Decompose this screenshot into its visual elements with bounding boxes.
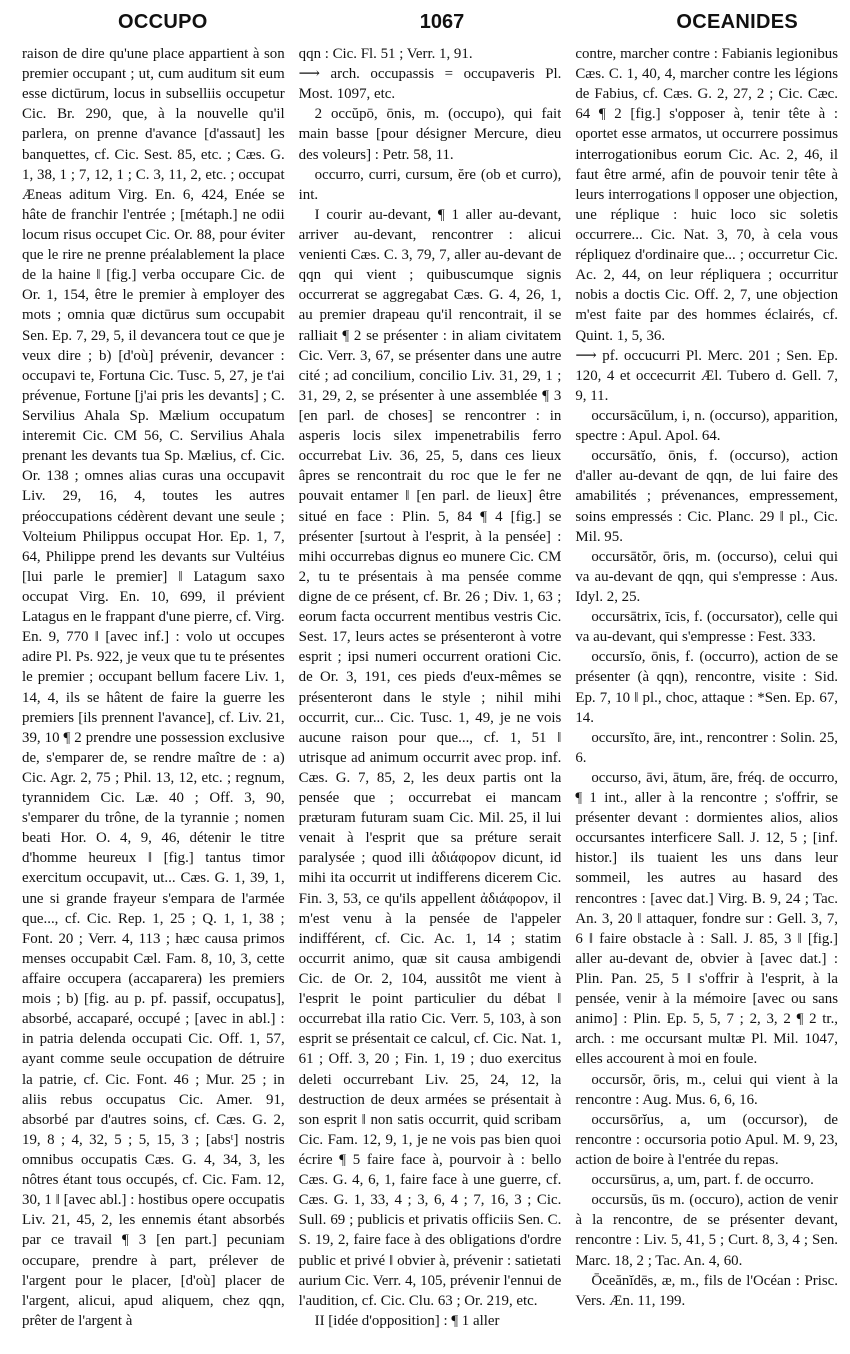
text-columns — [22, 44, 838, 1344]
dictionary-entry: occursĭto, āre, int., rencontrer : Solin. 25, 6. — [575, 729, 839, 766]
entry-text: qqn : Cic. Fl. 51 ; Verr. 1, 91. — [298, 46, 473, 62]
dictionary-entry: occursātrix, īcis, f. (occursator), celle qui va au-devant, qui s'empresse : Fest. 333. — [575, 609, 839, 646]
left-guide-word: OCCUPO — [118, 10, 208, 33]
entry-text: ⟶ pf. occucurri Pl. Merc. 201 ; Sen. Ep. 120, 4 et occecurrit Æl. Tubero d. Gell. 7, 9, 11. — [575, 347, 839, 404]
dictionary-entry: occursācŭlum, i, n. (occurso), apparition, spectre : Apul. Apol. 64. — [575, 407, 839, 445]
dictionary-entry: occursātŏr, ōris, m. (occurso), celui qui va au-devant de qqn, qui s'empresse : Aus. Idyl. 2, 25. — [575, 548, 839, 605]
entry-text: ⟶ arch. occupassis = occupaveris Pl. Most. 1097, etc. — [298, 66, 562, 103]
dictionary-entry: II [idée d'opposition] : ¶ 1 aller — [314, 1312, 500, 1329]
column-right — [575, 44, 838, 1344]
dictionary-entry: I courir au-devant, ¶ 1 aller au-devant, arriver au-devant, rencontrer : alicui venienti Cæs. C. 3, 79, 7, aller au-devant de qqn qui vient ; quibuscumque signis occurrerat se aggregabat Cæs. G. 4, 26, 1, au premier drapeau qu'il rencontrait, il se ralliait ¶ 2 se présenter : in aliam civitatem Cic. Verr. 3, 67, se présenter dans une autre cité ; ad concilium, concilio Liv. 31, 29, 1 ; 31, 29, 2, se présenter à une assemblée ¶ 3 [en parl. de choses] se rencontrer : in asperis locis silex impenetrabilis ferro occurrebat Liv. 36, 25, 5, dans ces lieux âpres se rencontrait du roc que le fer ne pouvait entamer ‖ [en parl. de lieux] être situé en face : Plin. 5, 84 ¶ 4 [fig.] se présenter [surtout à l'esprit, à la pensée] : mihi occurrebas dignus eo munere Cic. CM 2, tu te présentais à ma pensée comme digne de ce présent, cf. Br. 26 ; Div. 1, 63 ; eorum facta occurrent mentibus vestris Cic. Sest. 17, leurs actes se présenteront à votre esprit ; ipsi numeri occurrent orationi Cic. de Or. 3, 191, ces pieds d'eux-mêmes se présenteront dans le style ; nihil mihi occurrit, cur... Cic. Tusc. 1, 49, je ne vois aucune raison pour que..., cf. 1, 51 ‖ utrisque ad animum occurrit avec prop. inf. Cæs. G. 7, 85, 2, les deux partis ont la pensée que ; occurrebat ei mancam præturam futuram suam Cic. Mil. 25, il lui venait à l'esprit que sa préture serait paralysée ; quod illi ἀδιάφορον dicunt, id mihi ita occurrit ut indifferens dicerem Cic. Fin. 3, 53, ce qu'ils appellent ἀδιάφορον, il m'est venu à la pensée de l'appeler indifférent, cf. Cic. Ac. 1, 14 ; statim occurrit animo, quæ sit causa ambigendi Cic. de Or. 2, 104, aussitôt me vient à l'esprit le point particulier du débat ‖ occurrebat illa ratio Cic. Verr. 5, 103, à son esprit se présentait ce calcul, cf. Cic. Nat. 1, 61 ; Off. 3, 20 ; Fin. 1, 19 ; duo exercitus deleti occurrebant Liv. 25, 24, 12, la destruction de deux armées se présentait à son esprit ‖ non satis occurrit, quid scribam Cic. Fam. 12, 9, 1, je ne vois pas bien quoi écrire ¶ 5 faire face à, pourvoir à : bello Cæs. G. 4, 6, 1, faire face à une guerre, cf. Cæs. G. 1, 33, 4 ; 3, 6, 4 ; 7, 16, 3 ; Cic. Sull. 69 ; publicis et privatis officiis Sen. C. S. 19, 2, faire face à des obligations d'ordre public et privé ‖ obvier à, prévenir : satietati aurium Cic. Verr. 4, 105, prévenir l'ennui de l'audition, cf. Cic. Clu. 63 ; Or. 219, etc. — [298, 206, 562, 1309]
dictionary-entry: occurro, curri, cursum, ĕre (ob et curro), int. — [298, 166, 562, 203]
dictionary-entry: occurso, āvi, ātum, āre, fréq. de occurro, ¶ 1 int., aller à la rencontre ; s'offrir, se présenter devant : dormientes alios, alios occursantes interficere Sall. J. 12, 5 ; [inf. histor.] ils tuaient les uns dans leur sommeil, les autres au hasard des rencontres : [avec dat.] Virg. B. 9, 24 ; Tac. An. 3, 20 ‖ attaquer, fondre sur : Gell. 3, 7, 6 ‖ faire obstacle à : Sall. J. 85, 3 ‖ [fig.] aller au-devant de, obvier à [avec dat.] : Plin. Pan. 25, 5 ‖ s'offrir à l'esprit, à la pensée, venir à la mémoire [avec ou sans animo] : Plin. Ep. 5, 5, 7 ; 2, 3, 2 ¶ 2 tr., arch. : me occursant multæ Pl. Mil. 1047, elles accourent à moi en foule. — [575, 769, 839, 1068]
page-number: 1067 — [419, 10, 465, 33]
right-guide-word: OCEANIDES — [676, 10, 798, 33]
running-header — [22, 0, 838, 44]
column-middle — [299, 44, 562, 1344]
entry-text: contre, marcher contre : Fabianis legionibus Cæs. C. 1, 40, 4, marcher contre les légions de Fabius, cf. Cæs. G. 2, 27, 2 ; Cic. Cæc. 64 ¶ 2 [fig.] s'opposer à, tenir tête à : oportet esse armatos, ut occurrere possimus interrogationibus eorum Cic. Ac. 2, 46, il faut être armé, afin de pouvoir tenir tête à leurs interrogations ‖ opposer une objection, une réplique : huic loco sic soletis occurrere... Cic. Nat. 3, 70, à cela vous répliquez d'ordinaire que... ; occurretur Cic. Ac. 2, 44, on leur répliquera ; occurritur nobis a doctis Cic. Off. 2, 7, une objection m'est faite par des hommes éclairés, cf. Quint. 1, 5, 36. — [575, 46, 839, 344]
entry-text: raison de dire qu'une place appartient à son premier occupant ; ut, cum auditum sit eum esse dictūrum, locus in subselliis occupetur Cic. Br. 290, que, à la nouvelle qu'il parlera, on prenne d'avance [d'assaut] les banquettes, cf. Cic. Sest. 85, etc. ; Cæs. G. 1, 38, 1 ; 7, 12, 1 ; C. 3, 11, 2, etc. ; occupat Æneas aditum Virg. En. 6, 424, Enée se hâte de franchir l'entrée ; [métaph.] ne odii locum risus occupet Cic. Or. 88, pour éviter que le rire ne prenne préalablement la place de la haine ‖ [fig.] verba occupare Cic. de Or. 1, 154, être le premier à employer des mots ; omnia quæ dictūrus sum occupabit Sen. Ep. 7, 29, 5, il devancera tout ce que je veux dire ; b) [d'où] prévenir, devancer : occupavi te, Fortuna Cic. Tusc. 5, 27, je t'ai prévenue, Fortune [j'ai pris les devants] ; C. Servilius Ahala Sp. Mælium occupatum interemit Cic. CM 56, C. Servilius Ahala prenant les devants tua Sp. Mælius, cf. Cic. Or. 138 ; omnes alias curas una occupavit Liv. 29, 16, 4, toutes les autres préoccupations cédèrent devant une seule ; Volteium Philippus occupat Hor. Ep. 1, 7, 64, Philippe prend les devants sur Vultéius [lui parle le premier] ‖ Latagum saxo occupat Virg. En. 10, 699, il prévient Latagus en le frappant d'une pierre, cf. Virg. En. 9, 770 ‖ [avec inf.] : volo ut occupes adire Pl. Ps. 922, je veux que tu te présentes le premier ; occupant bellum facere Liv. 1, 14, 4, ils se hâtent de faire la guerre les premiers [ils prennent l'avance], cf. Liv. 21, 39, 10 ¶ 2 prendre une possession exclusive de, s'emparer de, se rendre maître de : a) Cic. Agr. 2, 75 ; Phil. 13, 12, etc. ; regnum, tyrannidem Cic. Læ. 40 ; Off. 3, 90, s'emparer du trône, de la tyrannie ; nomen beati Hor. O. 4, 9, 46, détenir le titre d'homme heureux ‖ [fig.] tantus timor exercitum occupavit, ut... Cæs. G. 1, 39, 1, une si grande frayeur s'empara de l'armée que..., cf. Cic. Rep. 1, 25 ; Q. 1, 1, 38 ; Font. 20 ; Verr. 4, 113 ; hæc causa primos menses occupabit Cæl. Fam. 8, 10, 3, cette affaire occupera (accaparera) les premiers mois ; b) [fig. au p. pf. passif, occupatus], absorbé, accaparé, occupé ; [avec in abl.] : in patria delenda occupati Cic. Off. 1, 57, ayant comme seule occupation de détruire la patrie, cf. Cic. Font. 46 ; Mur. 25 ; in aliis rebus occupatus Cic. Amer. 91, absorbé par d'autres soins, cf. Cæs. G. 2, 19, 8 ; 4, 32, 5 ; 5, 15, 3 ; [absᵗ] nostris omnibus occupatis Cæs. G. 4, 34, 3, les nôtres étant tous occupés, cf. Cic. Fam. 12, 30, 1 ‖ [avec abl.] : hostibus opere occupatis Liv. 21, 45, 2, les ennemis étant absorbés par ce travail ¶ 3 [en part.] pecuniam occupare, prendre à part, prélever de l'argent pour le placer, [d'où] placer de l'argent, alicui, apud aliquem, chez qqn, prêter de l'argent à — [22, 46, 285, 1329]
dictionary-entry: occursātĭo, ōnis, f. (occurso), action d'aller au-devant de qqn, de lui faire des amabilités ; prévenances, empressement, soins empressés : Cic. Planc. 29 ‖ pl., Cic. Mil. 95. — [575, 448, 839, 545]
dictionary-entry: Ōceănĭdēs, æ, m., fils de l'Océan : Prisc. Vers. Æn. 11, 199. — [575, 1272, 839, 1309]
column-left — [22, 44, 285, 1344]
dictionary-entry: occursŏr, ōris, m., celui qui vient à la rencontre : Aug. Mus. 6, 6, 16. — [575, 1071, 839, 1108]
dictionary-entry: occursūrus, a, um, part. f. de occurro. — [591, 1172, 814, 1189]
dictionary-entry: occursŭs, ūs m. (occuro), action de venir à la rencontre, de se présenter devant, rencontre : Liv. 5, 41, 5 ; Curt. 8, 3, 4 ; Sen. Marc. 18, 2 ; Tac. An. 4, 60. — [575, 1192, 839, 1269]
dictionary-entry: occursōrĭus, a, um (occursor), de rencontre : occursoria potio Apul. M. 9, 23, action de boire à l'entrée du repas. — [575, 1111, 839, 1169]
dictionary-entry: 2 occŭpō, ōnis, m. (occupo), qui fait main basse [pour désigner Mercure, dieu des voleurs] : Petr. 58, 11. — [298, 106, 562, 163]
dictionary-entry: occursĭo, ōnis, f. (occurro), action de se présenter (à qqn), rencontre, visite : Sid. Ep. 7, 10 ‖ pl., choc, attaque : *Sen. Ep. 67, 14. — [575, 649, 839, 726]
